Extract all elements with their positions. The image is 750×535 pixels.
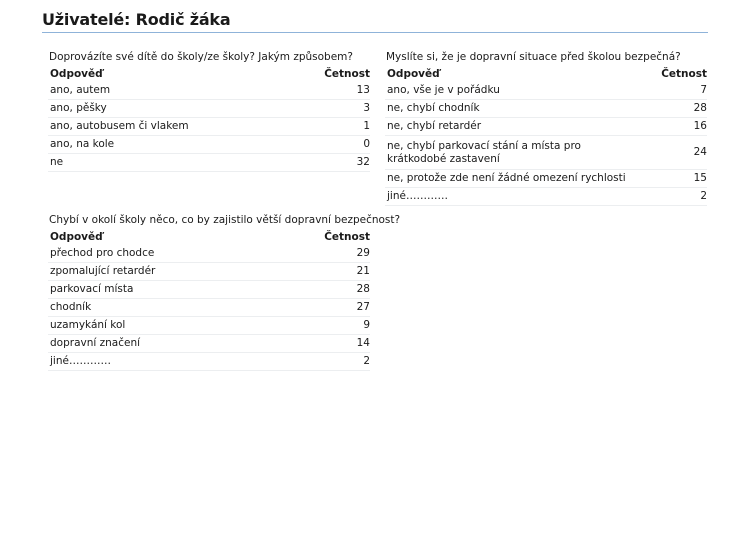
count-cell: 1 <box>291 118 370 136</box>
question-escort: Doprovázíte své dítě do školy/ze školy? Jakým způsobem? <box>49 51 353 63</box>
table-row <box>385 188 707 206</box>
count-cell: 32 <box>291 154 370 172</box>
survey-table-safety <box>385 50 707 206</box>
count-cell: 27 <box>274 299 370 317</box>
count-cell: 13 <box>291 82 370 100</box>
count-cell: 24 <box>637 136 707 170</box>
survey-table-missing <box>48 213 401 371</box>
answer-cell: ne <box>48 154 291 172</box>
table-row <box>48 263 370 281</box>
count-cell: 7 <box>637 82 707 100</box>
column-header-answer: Odpověď <box>50 230 103 243</box>
table-row <box>48 299 370 317</box>
answer-cell: ne, chybí chodník <box>385 100 637 118</box>
table-row <box>385 170 707 188</box>
answer-cell: jiné………… <box>385 188 637 206</box>
count-cell: 0 <box>291 136 370 154</box>
table-row <box>385 100 707 118</box>
table-row <box>48 154 370 172</box>
table-row <box>48 100 370 118</box>
column-header-answer: Odpověď <box>50 67 103 80</box>
table-row <box>385 136 707 170</box>
table-row <box>48 281 370 299</box>
answer-cell: ne, chybí retardér <box>385 118 637 136</box>
answer-cell: parkovací místa <box>48 281 274 299</box>
count-cell: 28 <box>274 281 370 299</box>
table-header-row <box>385 65 707 82</box>
answer-cell: ano, vše je v pořádku <box>385 82 637 100</box>
table-row <box>385 82 707 100</box>
count-cell: 9 <box>274 317 370 335</box>
count-cell: 16 <box>637 118 707 136</box>
count-cell: 3 <box>291 100 370 118</box>
answer-cell: ano, pěšky <box>48 100 291 118</box>
table-row <box>48 245 370 263</box>
column-header-count: Četnost <box>324 230 370 243</box>
answer-cell: ano, autem <box>48 82 291 100</box>
table-row <box>385 118 707 136</box>
answer-cell: dopravní značení <box>48 335 274 353</box>
answer-cell: ano, autobusem či vlakem <box>48 118 291 136</box>
table-safety <box>385 65 707 206</box>
count-cell: 15 <box>637 170 707 188</box>
answer-cell: uzamykání kol <box>48 317 274 335</box>
table-row <box>48 118 370 136</box>
column-header-count: Četnost <box>324 67 370 80</box>
answer-cell: přechod pro chodce <box>48 245 274 263</box>
table-header-row <box>48 228 370 245</box>
table-row <box>48 317 370 335</box>
table-row <box>48 136 370 154</box>
answer-cell: ano, na kole <box>48 136 291 154</box>
column-header-count: Četnost <box>661 67 707 80</box>
count-cell: 28 <box>637 100 707 118</box>
count-cell: 2 <box>274 353 370 371</box>
count-cell: 21 <box>274 263 370 281</box>
question-safety: Myslíte si, že je dopravní situace před školou bezpečná? <box>386 51 681 63</box>
table-row <box>48 353 370 371</box>
answer-cell: chodník <box>48 299 274 317</box>
survey-table-escort <box>48 50 370 172</box>
table-missing <box>48 228 370 371</box>
count-cell: 2 <box>637 188 707 206</box>
answer-cell: zpomalující retardér <box>48 263 274 281</box>
question-missing: Chybí v okolí školy něco, co by zajistilo větší dopravní bezpečnost? <box>49 214 401 226</box>
table-escort <box>48 65 370 172</box>
count-cell: 29 <box>274 245 370 263</box>
answer-cell: ne, chybí parkovací stání a místa pro krátkodobé zastavení <box>385 136 637 170</box>
answer-cell: jiné………… <box>48 353 274 371</box>
count-cell: 14 <box>274 335 370 353</box>
column-header-answer: Odpověď <box>387 67 440 80</box>
table-row <box>48 82 370 100</box>
page-title: Uživatelé: Rodič žáka <box>42 10 708 33</box>
table-header-row <box>48 65 370 82</box>
table-row <box>48 335 370 353</box>
answer-cell: ne, protože zde není žádné omezení rychlosti <box>385 170 637 188</box>
